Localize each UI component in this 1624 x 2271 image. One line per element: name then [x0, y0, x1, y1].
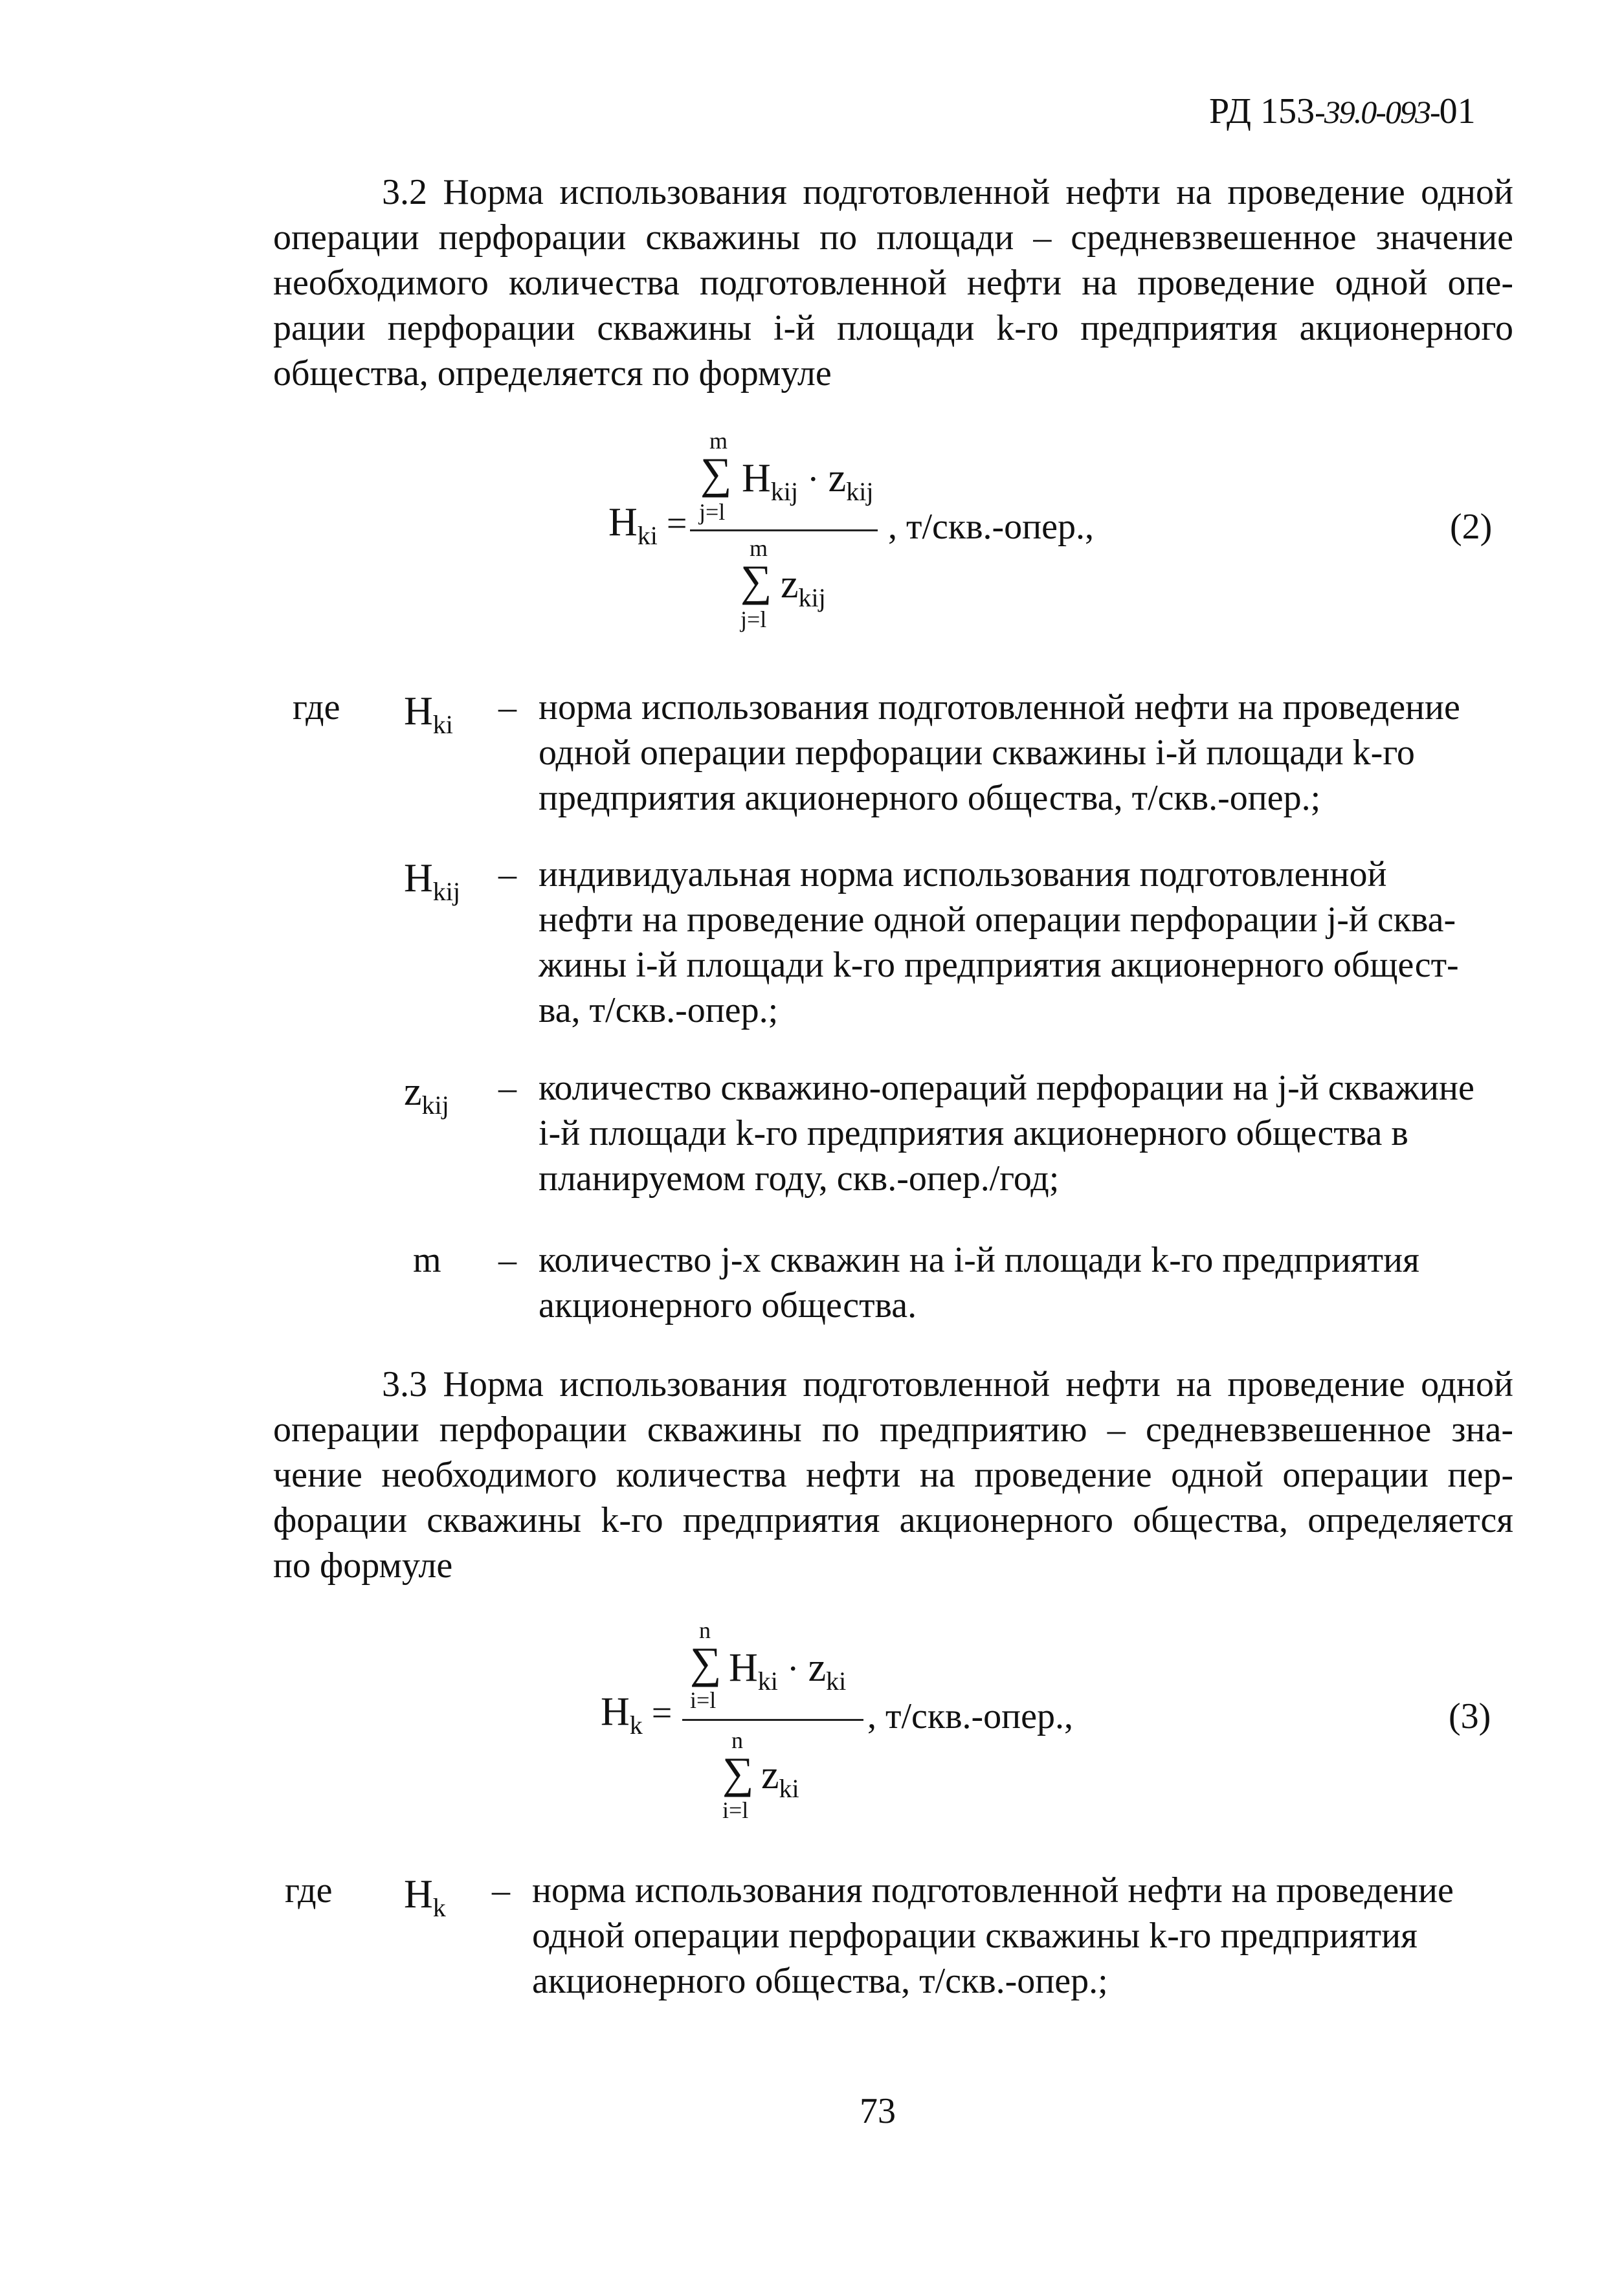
sum-upper-limit: n	[699, 1617, 711, 1643]
section-3-3-paragraph	[273, 1362, 1513, 1588]
sum-lower-limit: j=l	[699, 499, 726, 525]
definition-dash: –	[492, 1870, 510, 1911]
document-code-prefix: РД 153	[1209, 91, 1315, 131]
definition-dash: –	[498, 854, 517, 894]
numerator-term: $Н_{kij} \cdot z_{kij}$	[742, 456, 874, 506]
paragraph-line: общества, определяется по формуле	[273, 353, 832, 393]
definition-symbol: $z_{kij}$	[404, 1070, 449, 1120]
denominator-term: $z_{ki}$	[761, 1753, 799, 1803]
section-3-2-paragraph	[273, 170, 1513, 396]
numerator-term: $Н_{ki} \cdot z_{ki}$	[729, 1646, 847, 1696]
definition-dash: –	[498, 687, 517, 727]
paragraph-line: форации скважины k-го предприятия акционерного общества, определяется	[273, 1500, 1513, 1540]
document-code-handwritten: -39.0-093-	[1315, 94, 1440, 130]
definition-text: количество j-х скважин на i-й площади k-го предприятия акционерного общества.	[539, 1240, 1419, 1325]
document-code-suffix: 01	[1439, 91, 1476, 131]
definition-symbol: $Н_{ki}$	[404, 689, 453, 739]
document-code	[1209, 91, 1476, 132]
paragraph-line: 3.2 Норма использования подготовленной нефти на проведение одной	[382, 172, 1513, 212]
sum-lower-limit: i=l	[690, 1687, 717, 1713]
paragraph-line: по формуле	[273, 1545, 453, 1586]
denominator-term: $z_{kij}$	[781, 562, 826, 612]
definition-dash: –	[498, 1240, 517, 1280]
paragraph-line: 3.3 Норма использования подготовленной нефти на проведение одной	[382, 1364, 1513, 1404]
fraction-line	[682, 1719, 863, 1721]
formula-number: (2)	[1450, 507, 1493, 547]
page-number: 73	[860, 2091, 896, 2131]
definition-text: индивидуальная норма использования подготовленной нефти на проведение одной операции перфорации j-й сква- жины i-й площади k-го предприятия акционерного общест- ва, т/скв.-опер.;	[539, 854, 1459, 1030]
formula-number: (3)	[1449, 1696, 1491, 1736]
fraction-line	[690, 529, 878, 531]
formula-lhs: $Н_k$ =	[601, 1690, 673, 1740]
definition-text: норма использования подготовленной нефти на проведение одной операции перфорации скважины i-й площади k-го предприятия акционерного общества, т/скв.-опер.;	[539, 687, 1460, 818]
paragraph-line: операции перфорации скважины по площади – средневзвешенное значение	[273, 217, 1513, 258]
where-label: где	[285, 1870, 333, 1911]
definition-dash: –	[498, 1068, 517, 1108]
paragraph-line: рации перфорации скважины i-й площади k-го предприятия акционерного	[273, 308, 1513, 348]
definition-symbol: $Н_k$	[404, 1872, 446, 1922]
sum-lower-limit: i=l	[722, 1797, 749, 1823]
paragraph-line: операции перфорации скважины по предприятию – средневзвешенное зна-	[273, 1410, 1513, 1450]
sum-upper-limit: m	[709, 428, 728, 454]
definition-text: норма использования подготовленной нефти на проведение одной операции перфорации скважины k-го предприятия акционерного общества, т/скв.-опер.;	[532, 1870, 1454, 2001]
where-label: где	[293, 687, 340, 727]
sum-sign: ∑	[740, 556, 772, 605]
sum-sign: ∑	[722, 1748, 754, 1797]
paragraph-line: чение необходимого количества нефти на проведение одной операции пер-	[273, 1455, 1513, 1495]
sum-lower-limit: j=l	[740, 606, 767, 632]
paragraph-line: необходимого количества подготовленной нефти на проведение одной опе-	[273, 263, 1513, 303]
sum-sign: ∑	[690, 1638, 722, 1687]
formula-unit: , т/скв.-опер.,	[888, 507, 1095, 547]
formula-unit: , т/скв.-опер.,	[867, 1696, 1074, 1736]
sum-upper-limit: n	[731, 1727, 743, 1753]
definition-symbol: m	[413, 1240, 441, 1280]
definition-text: количество скважино-операций перфорации на j-й скважине i-й площади k-го предприятия акционерного общества в планируемом году, скв.-опер./год;	[539, 1068, 1474, 1199]
sum-sign: ∑	[700, 449, 732, 498]
sum-upper-limit: m	[750, 535, 768, 561]
formula-lhs: $Н_{ki}$ =	[608, 500, 687, 550]
definition-symbol: $Н_{kij}$	[404, 856, 461, 906]
